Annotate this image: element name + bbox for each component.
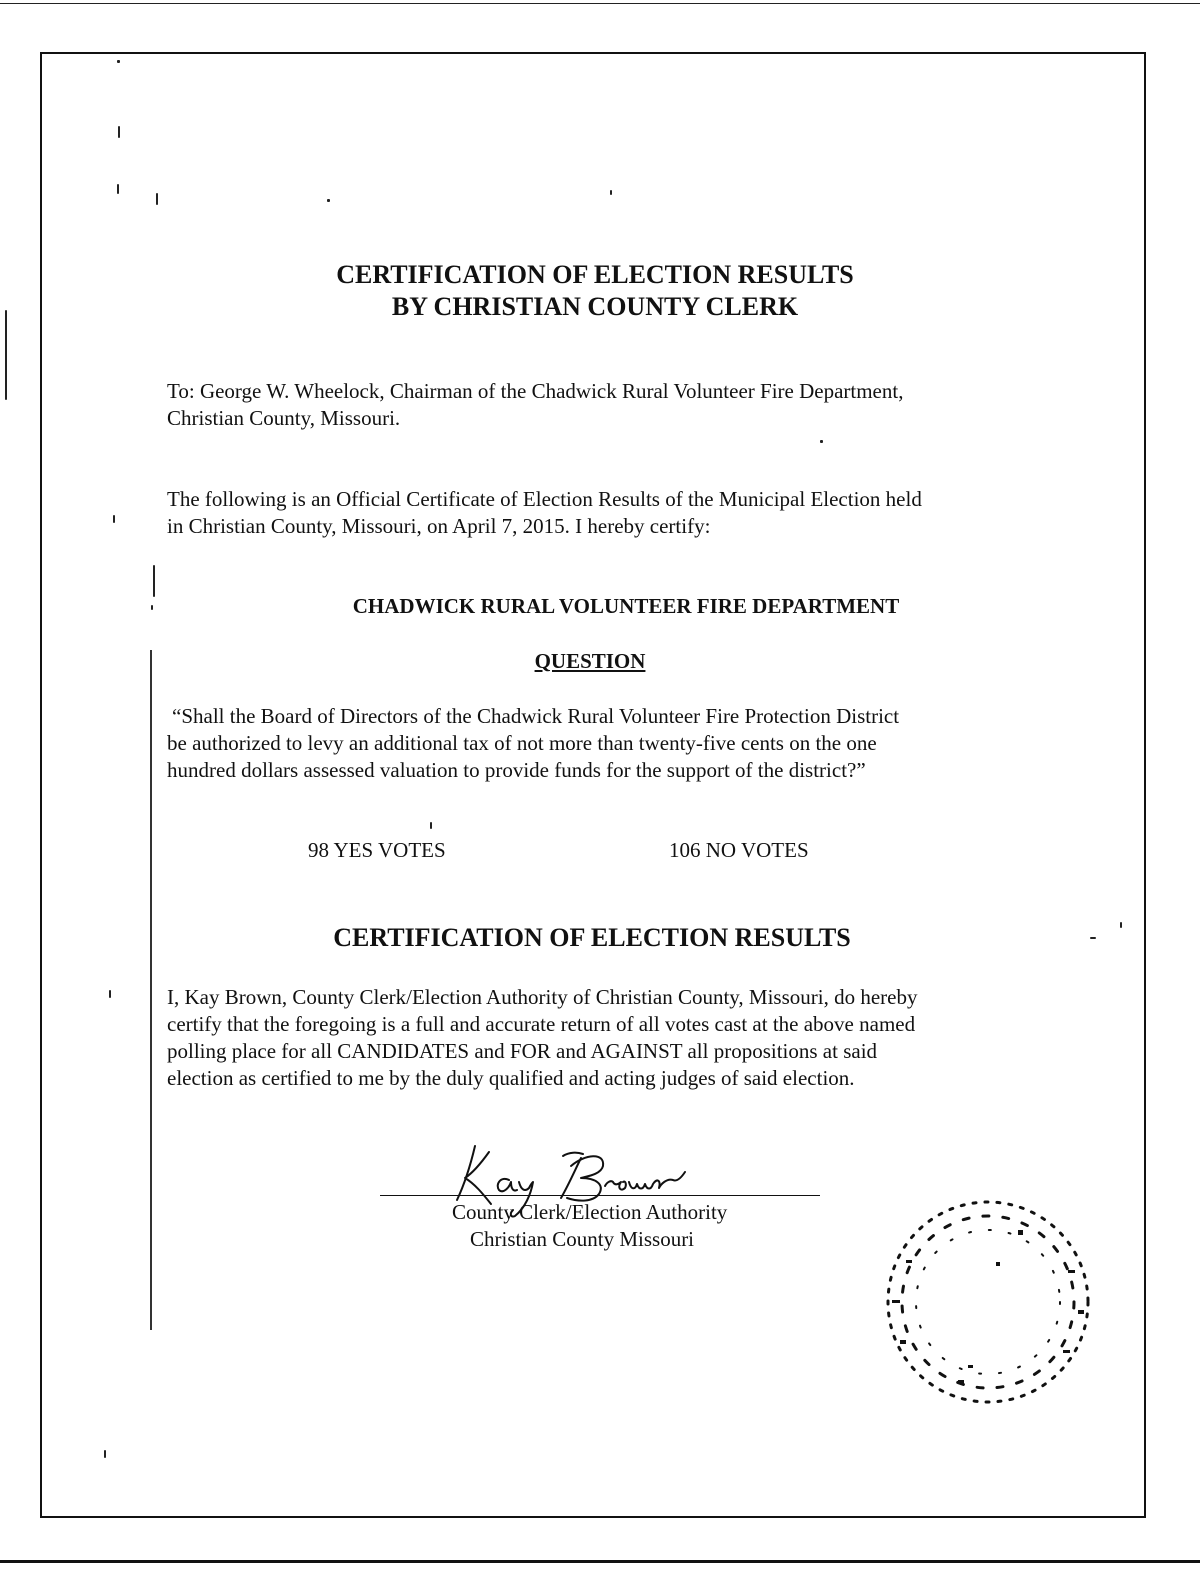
yes-votes: 98 YES VOTES bbox=[308, 838, 446, 862]
certification-heading: CERTIFICATION OF ELECTION RESULTS bbox=[333, 923, 851, 952]
document-title-line-2: BY CHRISTIAN COUNTY CLERK bbox=[391, 292, 799, 321]
scan-speck bbox=[327, 199, 330, 202]
scan-speck bbox=[117, 184, 119, 194]
scan-speck bbox=[430, 822, 432, 829]
intro-line-1: The following is an Official Certificate of Election Results of the Municipal Election held bbox=[167, 487, 922, 511]
scan-speck bbox=[156, 193, 158, 205]
addressee-line-1: To: George W. Wheelock, Chairman of the Chadwick Rural Volunteer Fire Department, bbox=[167, 379, 904, 403]
scan-speck bbox=[153, 565, 155, 597]
top-scan-edge bbox=[0, 3, 1200, 4]
signature-title-line-2: Christian County Missouri bbox=[470, 1227, 695, 1251]
document-title-line-1: CERTIFICATION OF ELECTION RESULTS bbox=[336, 260, 854, 289]
question-heading: QUESTION bbox=[534, 649, 646, 673]
addressee-line-2: Christian County, Missouri. bbox=[167, 406, 401, 430]
bottom-scan-edge bbox=[0, 1560, 1200, 1563]
intro-line-2: in Christian County, Missouri, on April 7, 2015. I hereby certify: bbox=[167, 514, 711, 538]
left-margin-mark bbox=[150, 650, 152, 1330]
signature-title-line-1: County Clerk/Election Authority bbox=[452, 1200, 728, 1224]
scan-speck bbox=[117, 60, 120, 63]
scan-speck bbox=[104, 1450, 106, 1458]
certification-line-3: polling place for all CANDIDATES and FOR and AGAINST all propositions at said bbox=[167, 1039, 878, 1063]
no-votes: 106 NO VOTES bbox=[669, 838, 809, 862]
certification-line-2: certify that the foregoing is a full and accurate return of all votes cast at the above named bbox=[167, 1012, 916, 1036]
certification-line-4: election as certified to me by the duly qualified and acting judges of said election. bbox=[167, 1066, 855, 1090]
district-heading: CHADWICK RURAL VOLUNTEER FIRE DEPARTMENT bbox=[352, 594, 900, 618]
scan-speck bbox=[820, 440, 823, 443]
scan-speck bbox=[113, 515, 115, 523]
signature-line bbox=[380, 1195, 820, 1196]
question-line-1: “Shall the Board of Directors of the Chadwick Rural Volunteer Fire Protection District bbox=[172, 704, 900, 728]
county-seal-stamp bbox=[868, 1190, 1108, 1420]
scan-speck bbox=[118, 126, 120, 138]
scan-speck bbox=[610, 190, 612, 195]
certification-line-1: I, Kay Brown, County Clerk/Election Authority of Christian County, Missouri, do hereby bbox=[167, 985, 918, 1009]
question-line-3: hundred dollars assessed valuation to provide funds for the support of the district?” bbox=[167, 758, 866, 782]
question-line-2: be authorized to levy an additional tax of not more than twenty-five cents on the one bbox=[167, 731, 877, 755]
scan-speck bbox=[5, 310, 7, 400]
scan-speck bbox=[109, 990, 111, 998]
